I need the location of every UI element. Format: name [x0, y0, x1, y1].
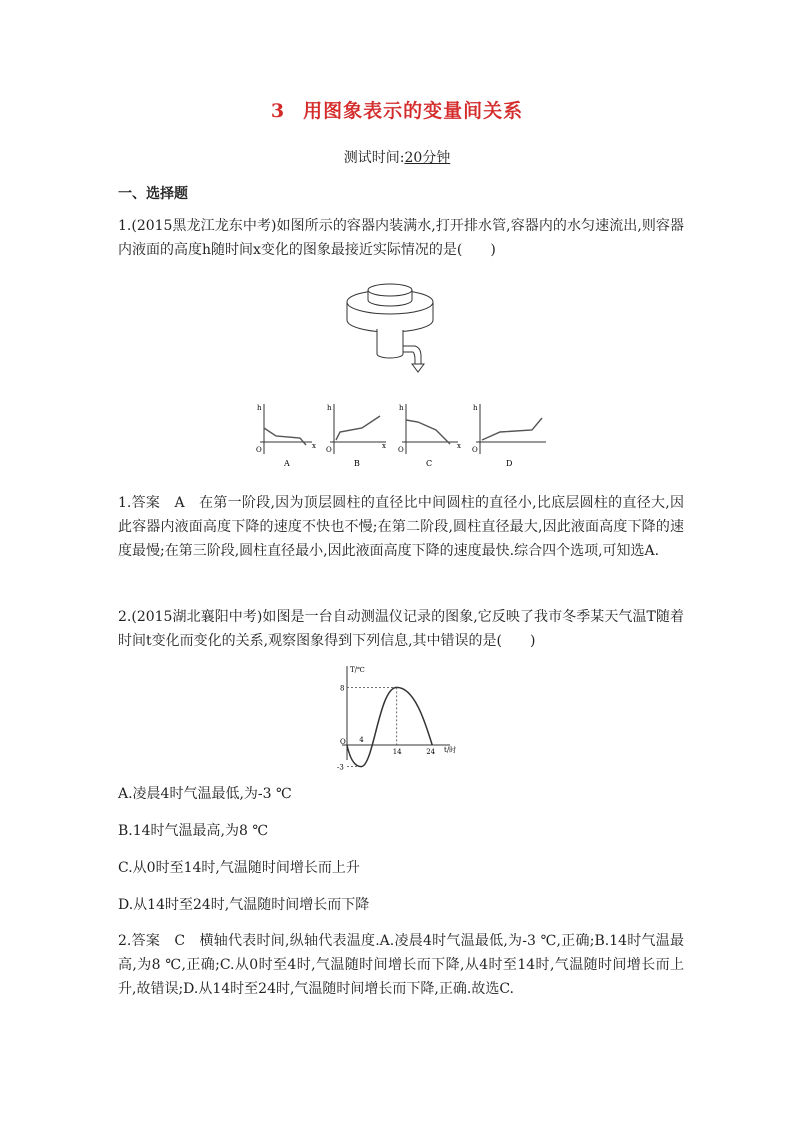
lesson-number: 3: [270, 100, 286, 122]
graph-d: [472, 404, 546, 468]
graph-c-label: C: [426, 459, 433, 468]
question-1-text: 1.(2015黑龙江龙东中考)如图所示的容器内装满水,打开排水管,容器内的水匀速流出,则容器内液面的高度h随时间x变化的图象最接近实际情况的是( ): [118, 218, 684, 258]
option-b: B.14时气温最高,为8 ℃: [118, 823, 269, 839]
graph-c: [398, 404, 461, 468]
graph-c-y-label: h: [399, 404, 404, 412]
temperature-chart: [330, 662, 470, 772]
test-time-label: 测试时间:: [343, 150, 405, 166]
container-figure: [335, 280, 445, 376]
graph-b-origin: O: [326, 446, 332, 454]
lesson-title: 用图象表示的变量间关系: [303, 100, 524, 122]
q1-option-graphs: [250, 398, 550, 470]
graph-b-y-label: h: [327, 404, 332, 412]
x-tick-24: 24: [426, 748, 436, 756]
test-time-value: 20分钟: [404, 150, 451, 166]
option-c: C.从0时至14时,气温随时间增长而上升: [118, 860, 360, 876]
graph-b-label: B: [354, 459, 360, 468]
temperature-curve: [347, 687, 432, 766]
graph-a-label: A: [284, 459, 290, 468]
y-tick-minus-3: -3: [337, 763, 344, 772]
answer-1-text: 1.答案 A 在第一阶段,因为顶层圆柱的直径比中间圆柱的直径小,比底层圆柱的直径大,因此容器内液面高度下降的速度不快也不慢;在第二阶段,圆柱直径最大,因此液面高度下降的速度最慢;在第三阶段,圆柱直径最小,因此液面高度下降的速度最快.综合四个选项,可知选A.: [118, 495, 684, 559]
graph-d-y-label: h: [473, 404, 478, 412]
graph-a-origin: O: [256, 446, 262, 454]
test-time: [0, 147, 794, 167]
chart-y-label: T/℃: [350, 666, 365, 674]
option-d: D.从14时至24时,气温随时间增长而下降: [118, 897, 370, 913]
y-tick-8: 8: [340, 684, 345, 693]
answer-2-text: 2.答案 C 横轴代表时间,纵轴代表温度.A.凌晨4时气温最低,为-3 ℃,正确;B.14时气温最高,为8 ℃,正确;C.从0时至4时,气温随时间增长而下降,从4时至14时,气温随时间增长而上升,故错误;D.从14时至24时,气温随时间增长而下降,正确.故选C.: [118, 933, 684, 997]
graph-c-x-label: x: [457, 442, 461, 450]
graph-b-x-label: x: [382, 442, 386, 450]
graph-c-origin: O: [398, 446, 404, 454]
graph-d-label: D: [506, 459, 513, 468]
x-tick-4: 4: [359, 736, 364, 744]
graph-a-y-label: h: [257, 404, 262, 412]
section-heading: 一、选择题: [118, 186, 188, 202]
page-title: [0, 96, 794, 123]
question-2-text: 2.(2015湖北襄阳中考)如图是一台自动测温仪记录的图象,它反映了我市冬季某天气温T随着时间t变化而变化的关系,观察图象得到下列信息,其中错误的是( ): [118, 609, 684, 649]
graph-d-origin: O: [472, 446, 478, 454]
graph-b: [326, 404, 386, 468]
graph-a-x-label: x: [312, 442, 316, 450]
option-a: A.凌晨4时气温最低,为-3 ℃: [118, 786, 292, 802]
chart-origin: O: [340, 738, 346, 746]
graph-a: [256, 404, 316, 468]
x-tick-14: 14: [392, 748, 402, 756]
chart-x-label: t/时: [444, 746, 457, 754]
